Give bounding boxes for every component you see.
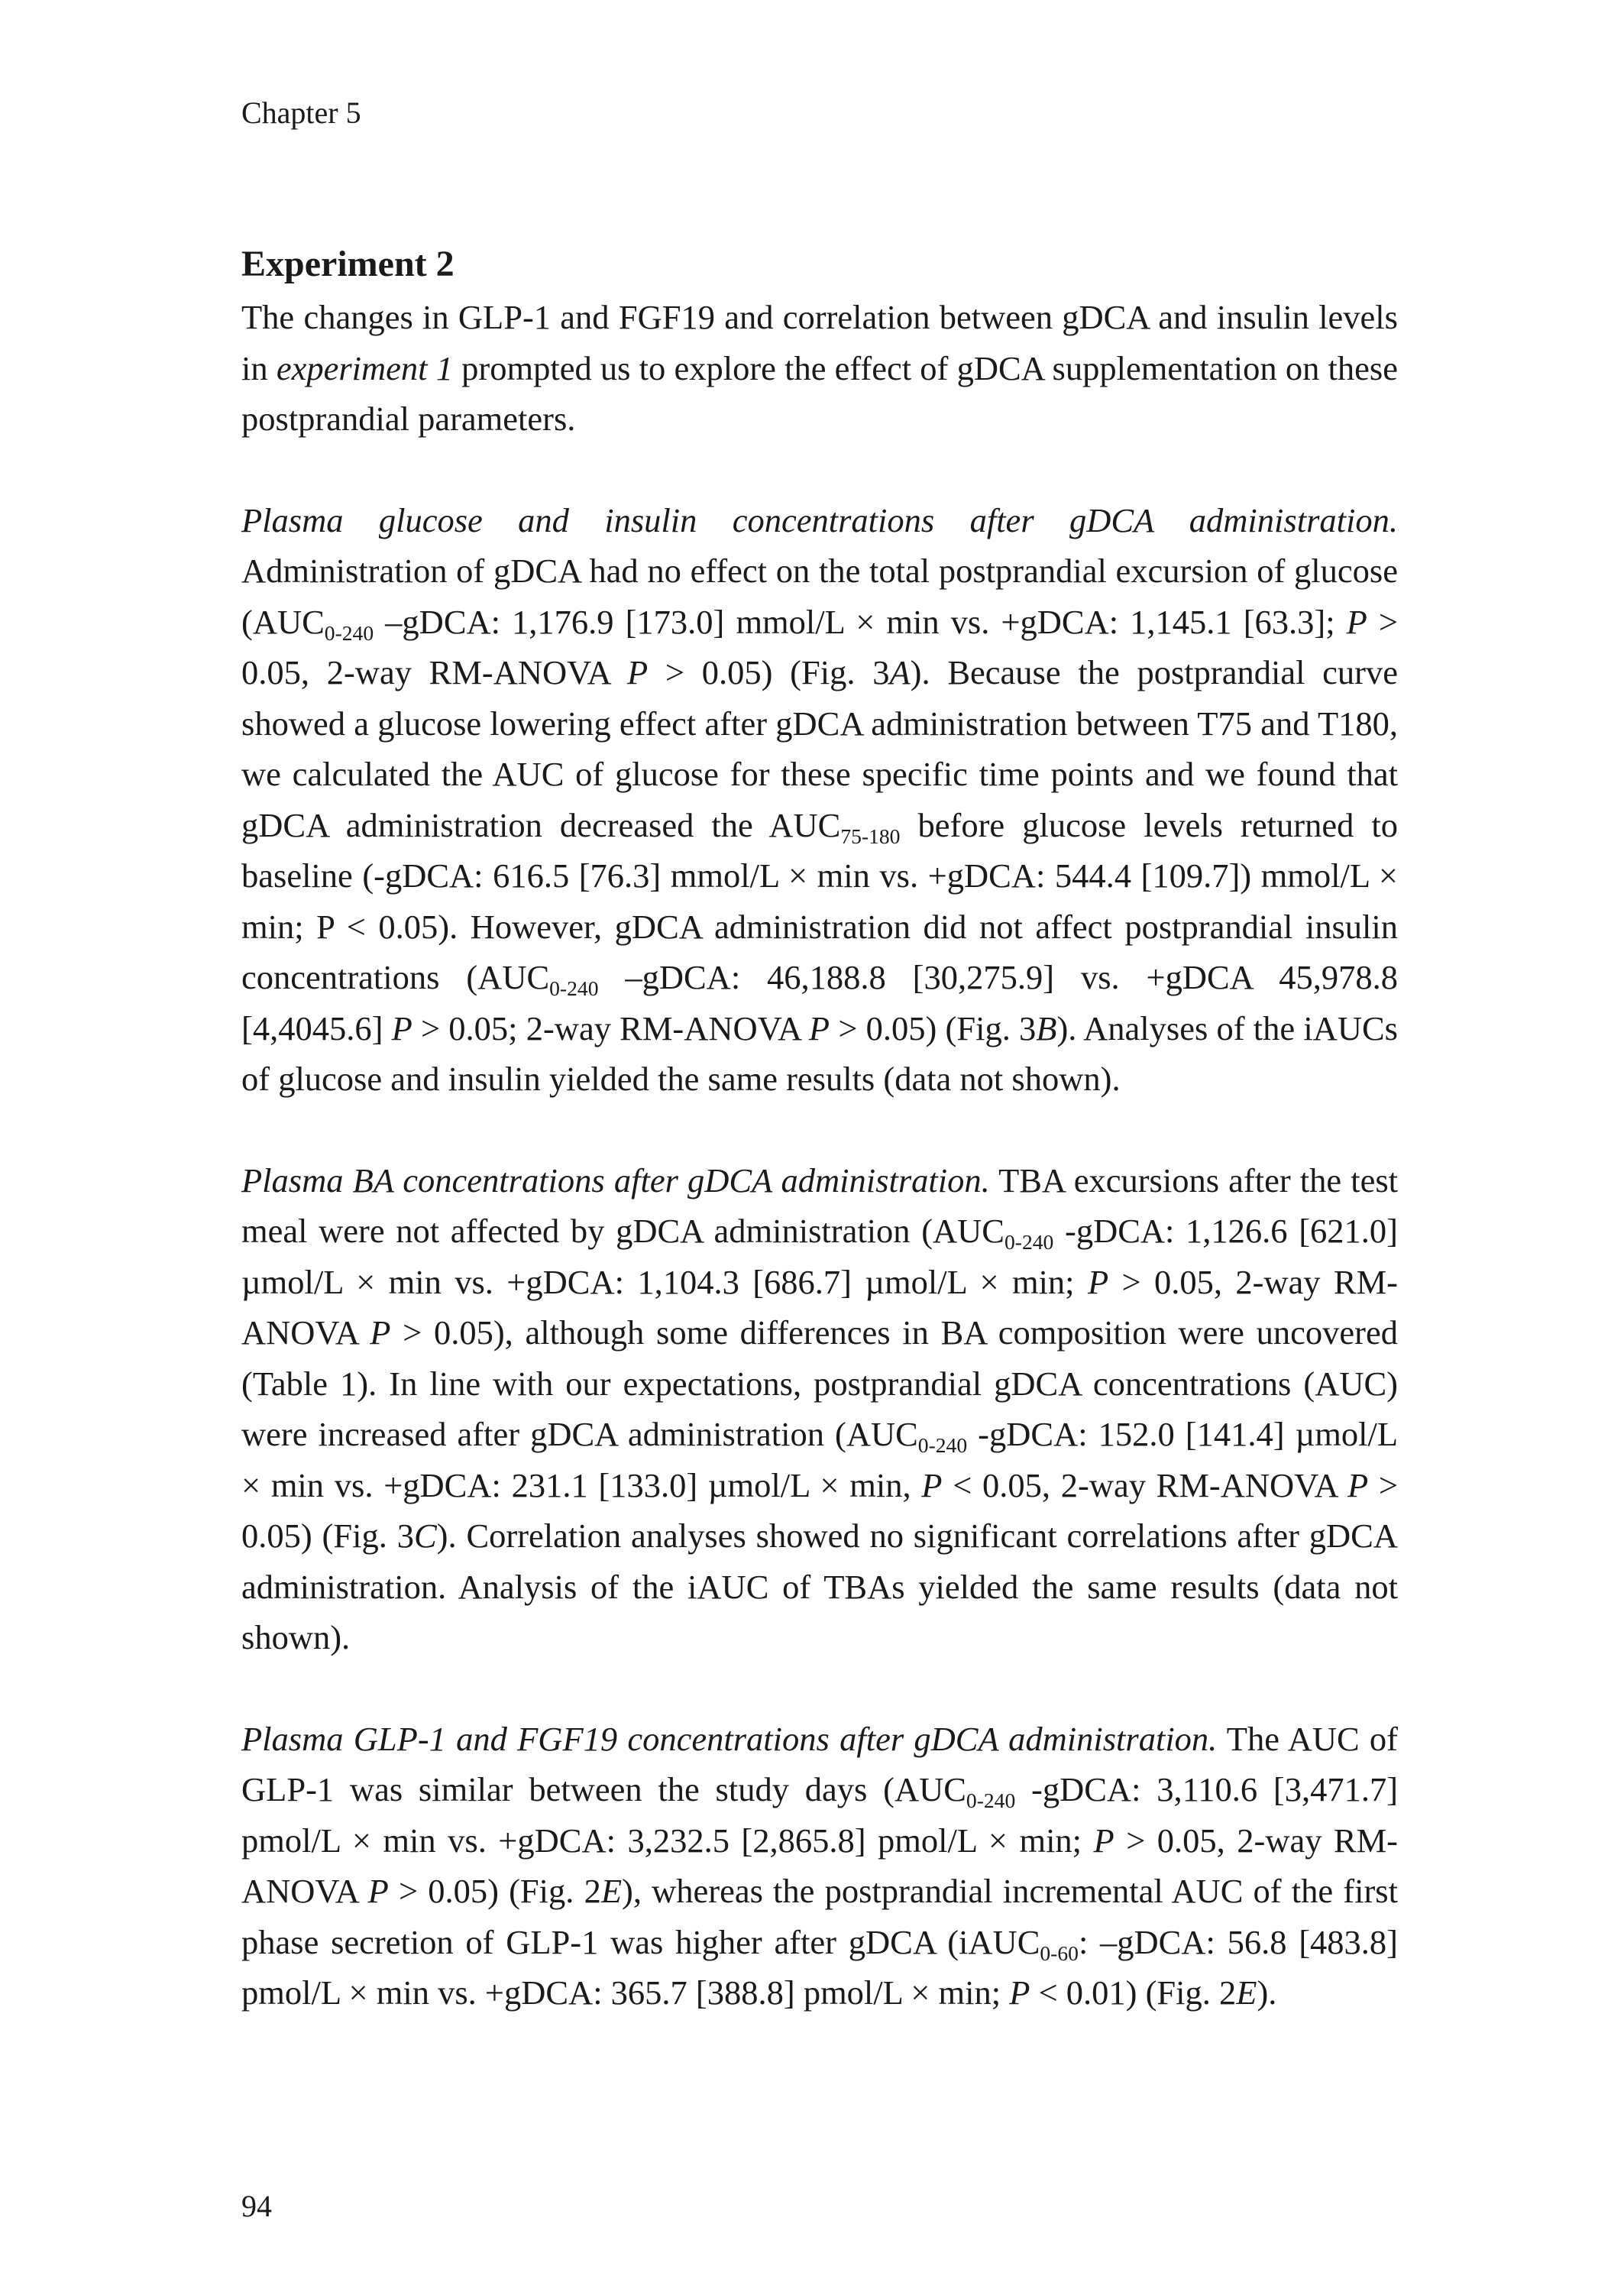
glucose-insulin-paragraph — [241, 495, 1398, 1105]
text-run: Administration of gDCA had no effect on the total postprandial excursion of glucose (AUC — [241, 552, 1398, 641]
subscript: 0-240 — [1004, 1229, 1054, 1254]
italic-p: P — [1087, 1262, 1109, 1301]
page-number: 94 — [241, 2189, 272, 2223]
subscript: 0-240 — [324, 620, 374, 645]
text-run: > 0.05), although some differences in BA composition were uncovered (Table 1). In line with our expectations, postprandial gDCA concentrations (AUC) were increased after gDCA administration (AUC — [241, 1313, 1398, 1453]
subscript: 0-240 — [966, 1788, 1016, 1812]
figure-panel-ref: C — [413, 1517, 437, 1555]
italic-p: P — [1347, 1465, 1369, 1504]
italic-p: P — [626, 653, 649, 691]
italic-text: experiment 1 — [276, 348, 453, 387]
text-run: ). Analyses of the iAUCs of glucose and insulin yielded the same results (data not shown). — [241, 1008, 1398, 1098]
paragraph-title: Plasma BA concentrations after gDCA administration. — [241, 1161, 990, 1199]
subscript: 75-180 — [840, 824, 901, 848]
italic-p: P — [1093, 1821, 1114, 1860]
text-run: > 0.05, 2-way RM-ANOVA — [241, 1821, 1399, 1910]
text-run: prompted us to explore the effect of gDCA supplementation on these postprandial parameters. — [241, 348, 1398, 438]
section-heading: Experiment 2 — [241, 244, 455, 284]
subscript: 0-60 — [1040, 1941, 1079, 1965]
italic-p: P — [391, 1008, 412, 1047]
figure-panel-ref: E — [1236, 1973, 1257, 2012]
text-run: -gDCA: 152.0 [141.4] µmol/L × min vs. +gDCA: 231.1 [133.0] µmol/L × min, — [241, 1415, 1399, 1504]
italic-p: P — [808, 1008, 830, 1047]
text-run: The AUC of GLP-1 was similar between the study days (AUC — [241, 1719, 1399, 1808]
text-run: before glucose levels returned to baseline (-gDCA: 616.5 [76.3] mmol/L × min vs. +gDCA: 544.4 [109.7]) mmol/L × min; P < 0.05). However, gDCA administration did not affect postprandial insulin concentrations (AUC — [241, 805, 1398, 996]
text-run: TBA excursions after the test meal were not affected by gDCA administration (AUC — [241, 1161, 1398, 1250]
running-head: Chapter 5 — [241, 96, 361, 130]
text-run: < 0.05, 2-way RM-ANOVA — [942, 1465, 1347, 1504]
figure-panel-ref: A — [889, 653, 911, 691]
text-run: > 0.05) (Fig. 3 — [241, 1465, 1398, 1555]
glp1-fgf19-paragraph — [241, 1714, 1398, 2018]
subscript: 0-240 — [549, 976, 599, 1000]
italic-p: P — [370, 1313, 391, 1352]
text-run: ). — [1257, 1973, 1277, 2012]
text-run: The changes in GLP-1 and FGF19 and correlation between gDCA and insulin levels in — [241, 298, 1398, 387]
paragraph-title: Plasma GLP-1 and FGF19 concentrations after gDCA administration. — [241, 1719, 1218, 1758]
italic-p: P — [921, 1465, 943, 1504]
text-run: > 0.05, 2-way RM-ANOVA — [241, 1262, 1399, 1352]
text-run: < 0.01) (Fig. 2 — [1030, 1973, 1237, 2012]
figure-panel-ref: B — [1036, 1008, 1057, 1047]
text-run: ). Because the postprandial curve showed a glucose lowering effect after gDCA administration between T75 and T180, we calculated the AUC of glucose for these specific time points and we found that gDCA administration decreased the AUC — [241, 653, 1398, 844]
text-run: > 0.05) (Fig. 2 — [388, 1872, 601, 1910]
text-run: : –gDCA: 56.8 [483.8] pmol/L × min vs. +gDCA: 365.7 [388.8] pmol/L × min; — [241, 1922, 1398, 2012]
paragraph-title: Plasma glucose and insulin concentrations after gDCA administration. — [241, 500, 1398, 539]
text-run: > 0.05) (Fig. 3 — [830, 1008, 1037, 1047]
text-run: > 0.05) (Fig. 3 — [648, 653, 890, 691]
italic-p: P — [1009, 1973, 1030, 2012]
text-run: ). Correlation analyses showed no significant correlations after gDCA administration. Analysis of the iAUC of TBAs yielded the same results (data not shown). — [241, 1517, 1398, 1656]
text-run: > 0.05; 2-way RM-ANOVA — [412, 1008, 809, 1047]
text-run: ), whereas the postprandial incremental AUC of the first phase secretion of GLP-1 was higher after gDCA (iAUC — [241, 1872, 1398, 1961]
body-text — [241, 237, 1398, 2018]
text-run: -gDCA: 1,126.6 [621.0] µmol/L × min vs. +gDCA: 1,104.3 [686.7] µmol/L × min; — [241, 1212, 1398, 1301]
intro-paragraph — [241, 292, 1398, 445]
text-run: -gDCA: 3,110.6 [3,471.7] pmol/L × min vs. +gDCA: 3,232.5 [2,865.8] pmol/L × min; — [241, 1770, 1399, 1860]
italic-p: P — [367, 1872, 389, 1910]
italic-p: P — [1346, 602, 1367, 641]
ba-paragraph — [241, 1155, 1398, 1663]
figure-panel-ref: E — [600, 1872, 623, 1910]
subscript: 0-240 — [917, 1432, 968, 1457]
text-run: > 0.05, 2-way RM-ANOVA — [241, 602, 1398, 691]
text-run: –gDCA: 1,176.9 [173.0] mmol/L × min vs. +gDCA: 1,145.1 [63.3]; — [374, 602, 1347, 641]
text-run: –gDCA: 46,188.8 [30,275.9] vs. +gDCA 45,978.8 [4,4045.6] — [241, 958, 1398, 1047]
